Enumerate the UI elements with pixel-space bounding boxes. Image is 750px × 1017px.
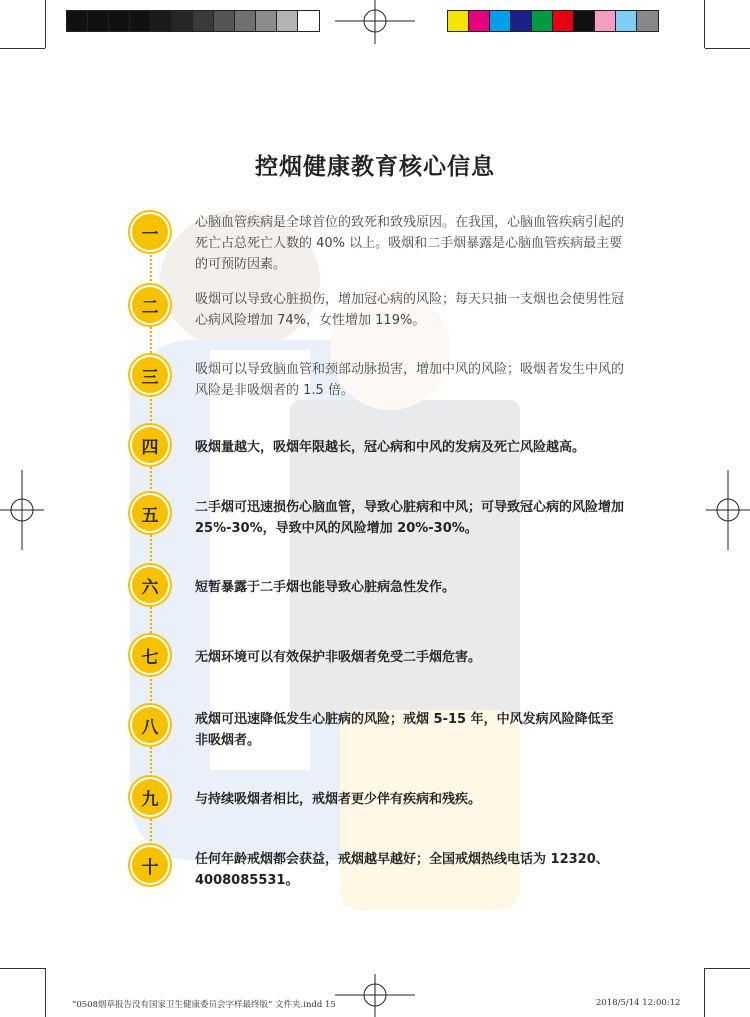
color-swatch (193, 11, 214, 31)
color-swatch (553, 11, 574, 31)
color-swatch (511, 11, 532, 31)
registration-mark-left (0, 470, 44, 550)
color-calibration-strip (447, 10, 659, 32)
color-swatch (595, 11, 616, 31)
registration-mark-top (335, 0, 415, 44)
color-swatch (616, 11, 637, 31)
number-badge: 四 (130, 425, 170, 465)
info-text: 与持续吸烟者相比，戒烟者更少伴有疾病和残疾。 (195, 792, 482, 807)
info-text: 无烟环境可以有效保护非吸烟者免受二手烟危害。 (195, 650, 482, 665)
color-swatch (130, 11, 151, 31)
number-badge: 三 (130, 355, 170, 395)
crop-mark (705, 48, 750, 49)
gray-calibration-strip (66, 10, 320, 32)
color-swatch (637, 11, 658, 31)
color-swatch (574, 11, 595, 31)
footer-file-info: “0508烟草报告没有国家卫生健康委员会字样最终版” 文件夹.indd 15 (72, 1000, 336, 1010)
timeline-dotted-line (150, 232, 152, 868)
color-swatch (109, 11, 130, 31)
number-badge: 十 (130, 845, 170, 885)
info-text: 吸烟可以导致心脏损伤，增加冠心病的风险；每天只抽一支烟也会使男性冠心病风险增加 74%，女性增加 119%。 (195, 292, 625, 328)
color-swatch (277, 11, 298, 31)
color-swatch (469, 11, 490, 31)
crop-mark (705, 968, 750, 969)
info-text: 短暂暴露于二手烟也能导致心脏病急性发作。 (195, 580, 456, 595)
color-swatch (172, 11, 193, 31)
number-badge: 八 (130, 705, 170, 745)
info-text: 二手烟可迅速损伤心脑血管，导致心脏病和中风；可导致冠心病的风险增加 25%-30%，导致中风的风险增加 20%-30%。 (195, 500, 625, 536)
info-text: 戒烟可迅速降低发生心脏病的风险；戒烟 5-15 年，中风发病风险降低至非吸烟者。 (195, 712, 614, 748)
crop-mark (45, 0, 46, 48)
number-badge: 七 (130, 635, 170, 675)
number-badge: 二 (130, 285, 170, 325)
registration-mark-bottom (335, 974, 415, 1017)
crop-mark (704, 968, 705, 1017)
info-text: 心脑血管疾病是全球首位的致死和致残原因。在我国，心脑血管疾病引起的死亡占总死亡人数的 40% 以上。吸烟和二手烟暴露是心脑血管疾病最主要的可预防因素。 (195, 215, 625, 272)
crop-mark (0, 48, 45, 49)
footer-timestamp: 2018/5/14 12:00:12 (596, 998, 681, 1008)
color-swatch (214, 11, 235, 31)
number-badge: 六 (130, 565, 170, 605)
number-badge: 一 (130, 212, 170, 252)
crop-mark (0, 968, 45, 969)
color-swatch (67, 11, 88, 31)
crop-mark (704, 0, 705, 48)
registration-mark-right (706, 470, 750, 550)
crop-mark (45, 968, 46, 1017)
page-title: 控烟健康教育核心信息 (255, 154, 495, 180)
color-swatch (490, 11, 511, 31)
color-swatch (256, 11, 277, 31)
info-text: 任何年龄戒烟都会获益，戒烟越早越好；全国戒烟热线电话为 12320、4008085531。 (195, 852, 609, 888)
info-text: 吸烟量越大，吸烟年限越长，冠心病和中风的发病及死亡风险越高。 (195, 440, 586, 455)
color-swatch (88, 11, 109, 31)
color-swatch (298, 11, 319, 31)
color-swatch (235, 11, 256, 31)
color-swatch (151, 11, 172, 31)
info-text: 吸烟可以导致脑血管和颈部动脉损害，增加中风的风险；吸烟者发生中风的风险是非吸烟者的 1.5 倍。 (195, 362, 625, 398)
number-badge: 五 (130, 493, 170, 533)
color-swatch (532, 11, 553, 31)
color-swatch (448, 11, 469, 31)
number-badge: 九 (130, 777, 170, 817)
